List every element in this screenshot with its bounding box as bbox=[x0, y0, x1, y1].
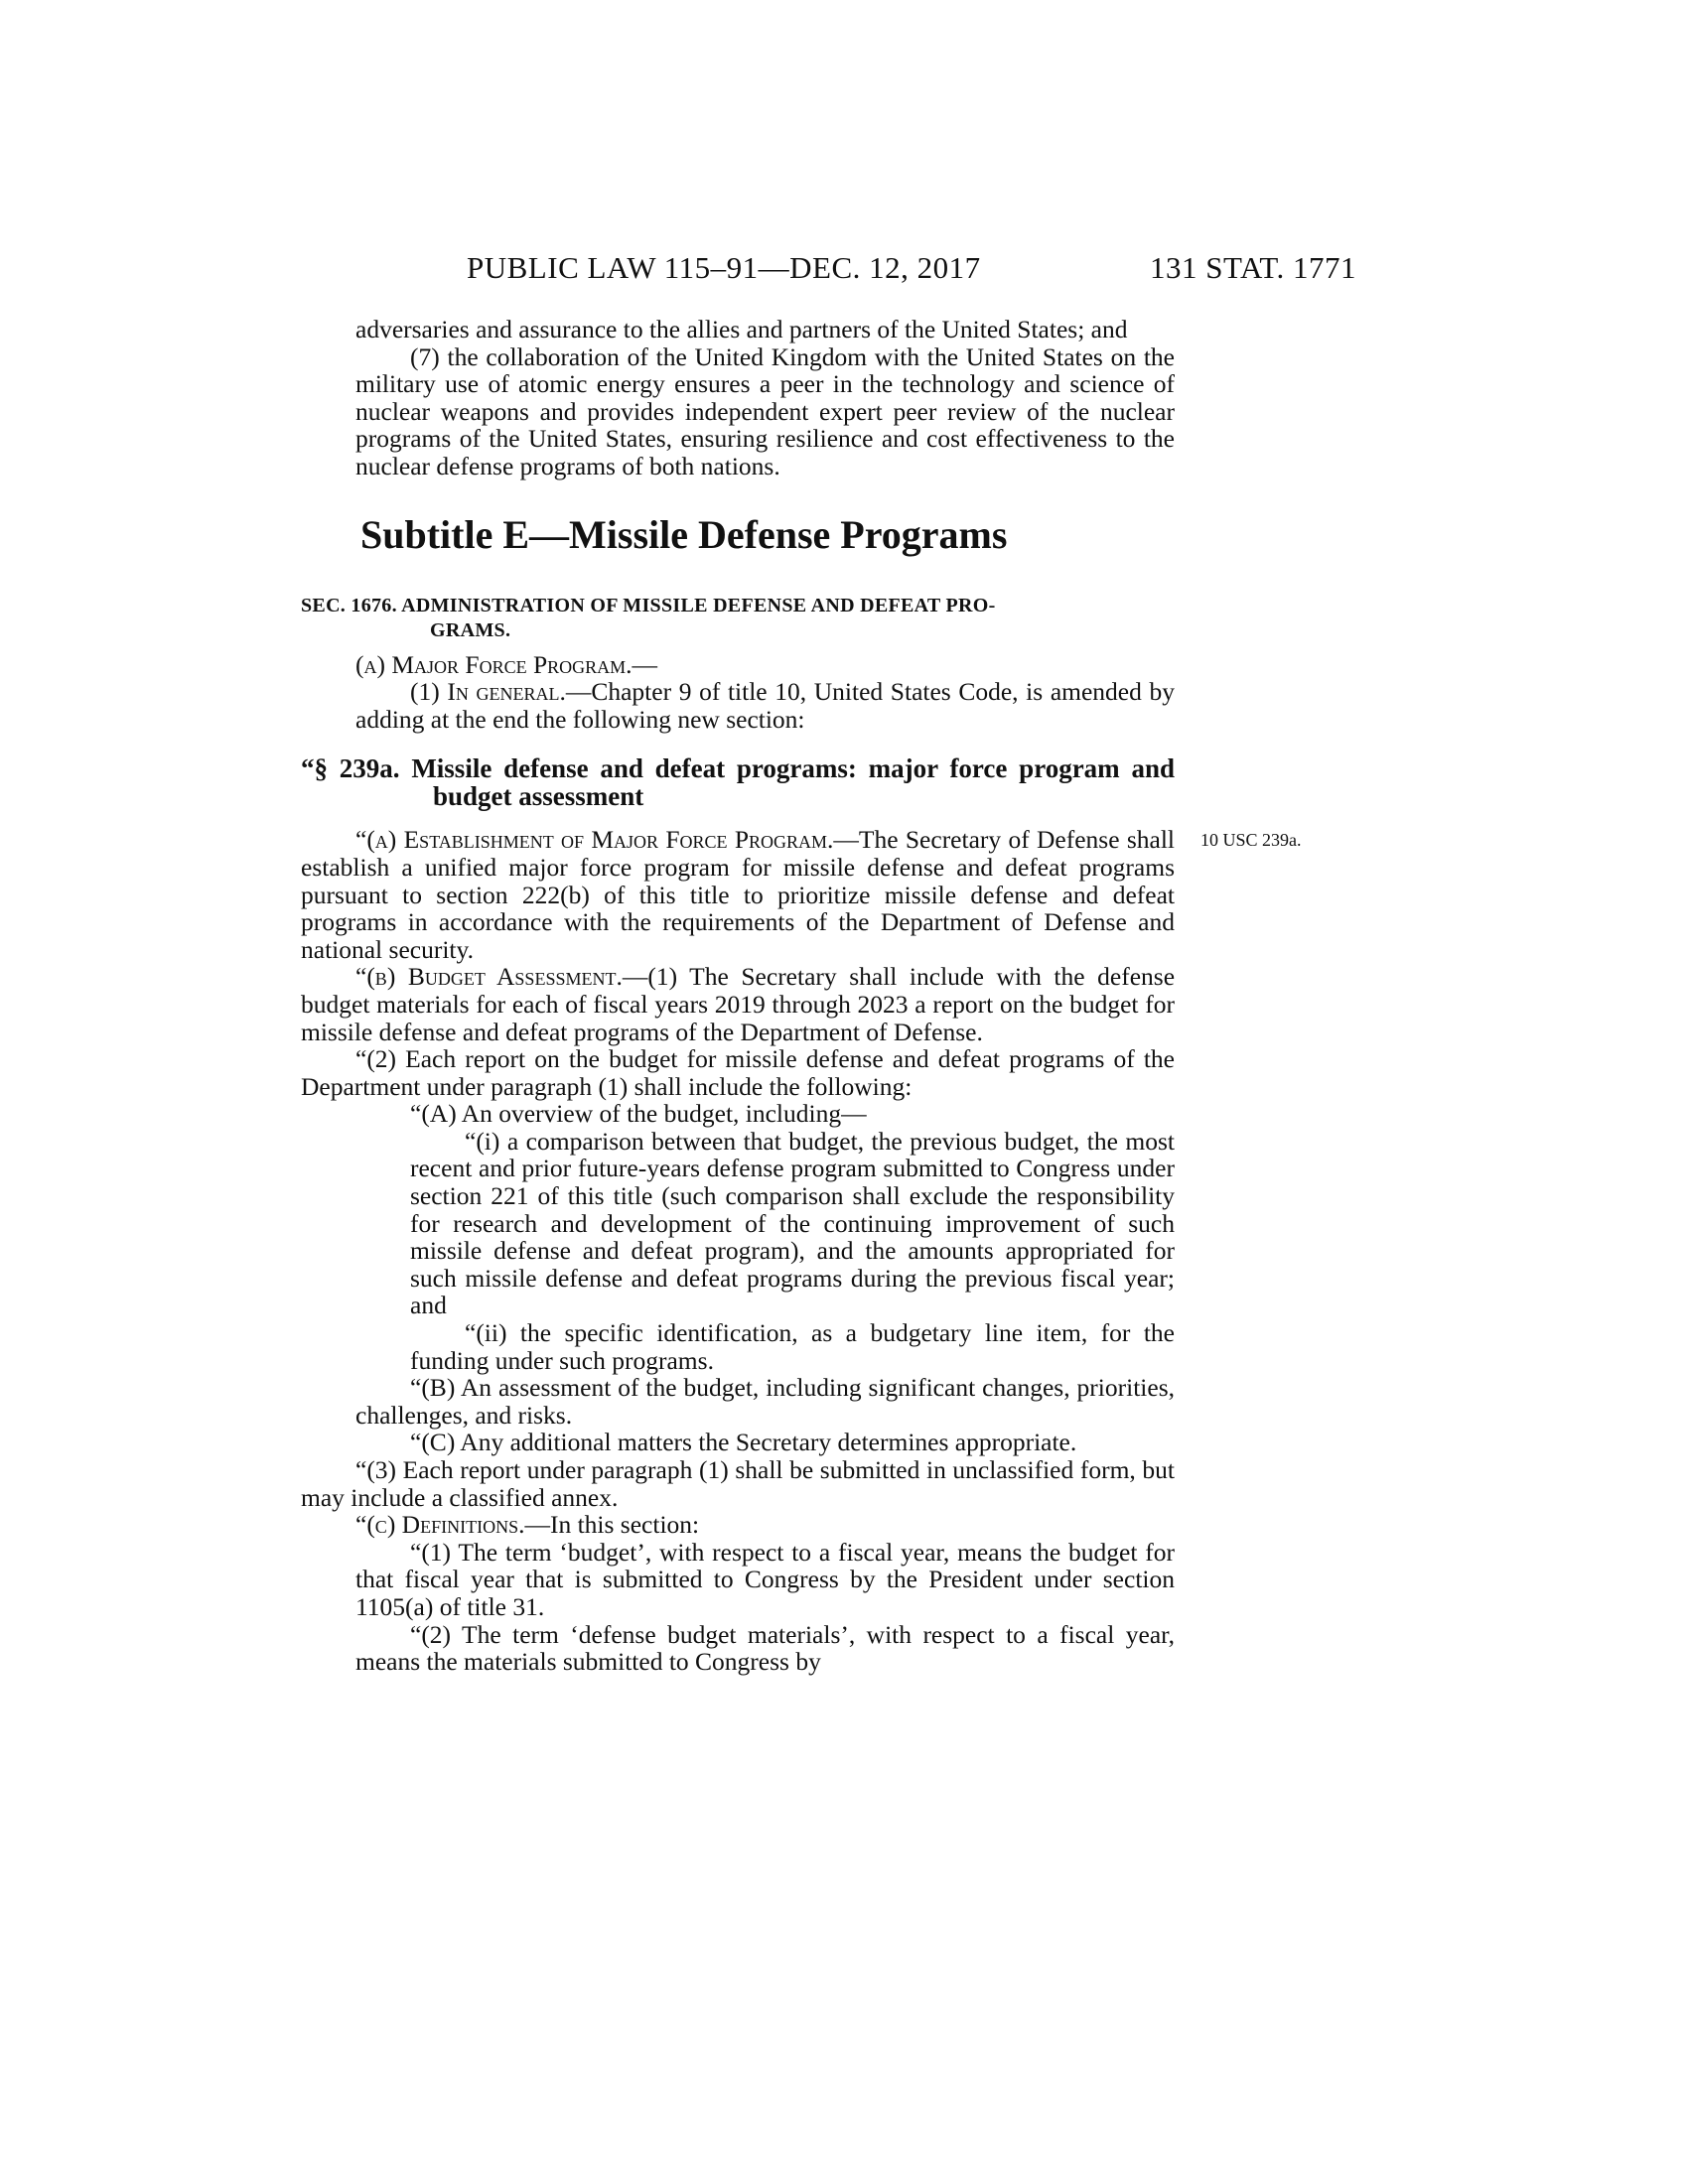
new-section-bAii: “(ii) the specific identification, as a budgetary line item, for the funding under such programs. bbox=[410, 1318, 1175, 1375]
new-section-b-text: —(1) The Secretary shall include with the defense budget materials for each of fiscal years 2019 through 2023 a report on the budget for missile defense and defeat programs of the Department of Defense. bbox=[301, 962, 1176, 1046]
running-header-page-number: 131 STAT. 1771 bbox=[1150, 250, 1357, 285]
new-section-b bbox=[301, 963, 1175, 1045]
paragraph-7-text: (7) the collaboration of the United Kingdom with the United States on the military use of atomic energy ensures a peer in the technology and science of nuclear weapons and provides independent expert peer review of the nuclear programs of the United States, ensuring resilience and cost effectiveness to the nuclear defense programs of both nations. bbox=[355, 341, 1175, 480]
new-section-b3: “(3) Each report under paragraph (1) shall be submitted in unclassified form, but may include a classified annex. bbox=[301, 1455, 1175, 1512]
new-section-c-label: “(c) Definitions. bbox=[355, 1510, 525, 1540]
new-section-c1: “(1) The term ‘budget’, with respect to a fiscal year, means the budget for that fiscal year that is submitted to Congress by the President under section 1105(a) of title 31. bbox=[355, 1537, 1175, 1621]
new-section-bAi: “(i) a comparison between that budget, the previous budget, the most recent and prior future-years defense program submitted to Congress under section 221 of this title (such comparison shall exclude the responsibility for research and development of the continuing improvement of such missile defense and defeat program), and the amounts appropriated for such missile defense and defeat programs during the previous fiscal year; and bbox=[410, 1126, 1175, 1320]
new-section-b2: “(2) Each report on the budget for missile defense and defeat programs of the Department under paragraph (1) shall include the following: bbox=[301, 1044, 1175, 1101]
section-heading-line1: SEC. 1676. ADMINISTRATION OF MISSILE DEFENSE AND DEFEAT PRO- bbox=[301, 594, 996, 616]
new-section-bB: “(B) An assessment of the budget, including significant changes, priorities, challenges, and risks. bbox=[355, 1373, 1175, 1430]
subtitle-heading: Subtitle E—Missile Defense Programs bbox=[360, 511, 1008, 557]
new-section-b-label: “(b) Budget Assessment. bbox=[355, 962, 623, 992]
new-section-title: “§ 239a. Missile defense and defeat programs: major force program and budget assessment bbox=[301, 753, 1175, 812]
paragraph-7 bbox=[301, 343, 1175, 480]
new-section-bA: “(A) An overview of the budget, including— bbox=[410, 1099, 867, 1129]
paragraph-a1-label: (1) In general. bbox=[410, 677, 566, 707]
paragraph-a1-text: —Chapter 9 of title 10, United States Code, is amended by adding at the end the following new section: bbox=[355, 677, 1175, 734]
running-header-title: PUBLIC LAW 115–91—DEC. 12, 2017 bbox=[467, 250, 981, 285]
new-section-a-text: —The Secretary of Defense shall establish a unified major force program for missile defense and defeat programs pursuant to section 222(b) of this title to prioritize missile defense and defeat programs in accordance with the requirements of the Department of Defense and national security. bbox=[301, 825, 1175, 964]
new-section-c2: “(2) The term ‘defense budget materials’, with respect to a fiscal year, means the materials submitted to Congress by bbox=[355, 1619, 1175, 1677]
new-section-bC: “(C) Any additional matters the Secretary determines appropriate. bbox=[410, 1428, 1077, 1457]
margin-note-usc-citation: 10 USC 239a. bbox=[1200, 830, 1302, 850]
subsection-a-label: (a) Major Force Program.— bbox=[355, 649, 658, 679]
new-section-c bbox=[301, 1511, 1175, 1539]
subsection-a-heading bbox=[301, 651, 1175, 679]
new-section-a bbox=[301, 826, 1175, 963]
new-section-c-text: —In this section: bbox=[524, 1510, 700, 1540]
paragraph-a1 bbox=[301, 678, 1175, 733]
body-text bbox=[301, 316, 1175, 1676]
section-heading-line2: GRAMS. bbox=[430, 618, 511, 641]
section-heading bbox=[301, 594, 1175, 643]
new-section-a-label: “(a) Establishment of Major Force Program. bbox=[355, 825, 834, 855]
paragraph-adversaries: adversaries and assurance to the allies and partners of the United States; and bbox=[355, 315, 1128, 343]
